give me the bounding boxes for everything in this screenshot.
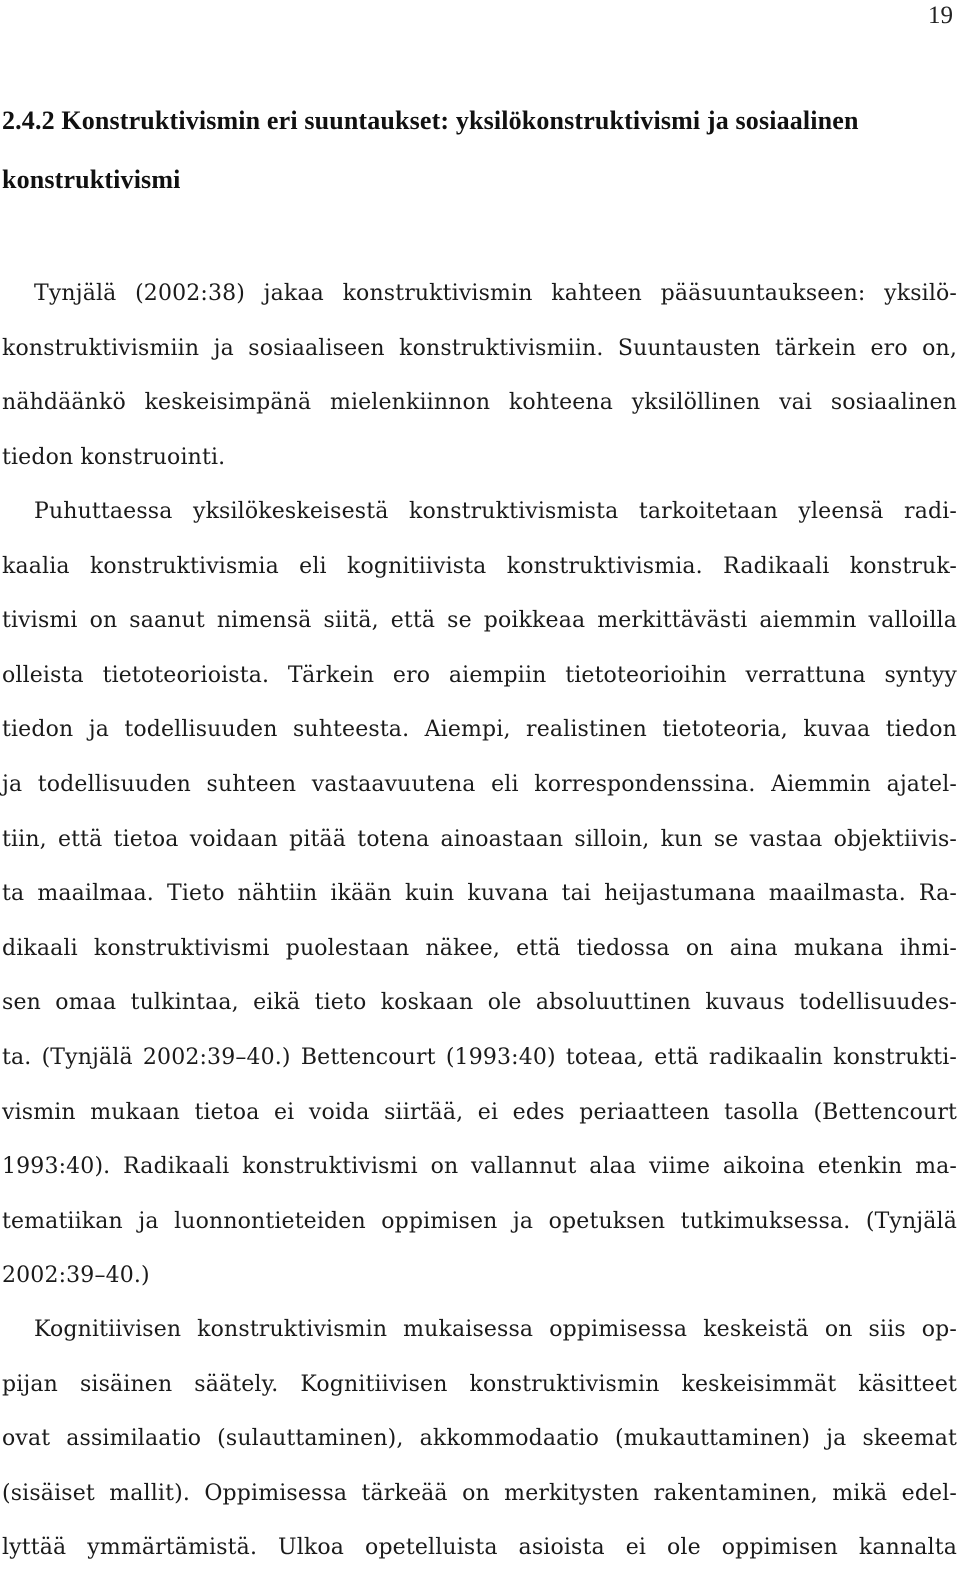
paragraph-line: tiedon ja todellisuuden suhteesta. Aiempi, realistinen tietoteoria, kuvaa tiedon [2,717,957,743]
paragraph-line: konstruktivismiin ja sosiaaliseen konstruktivismiin. Suuntausten tärkein ero on, [2,335,957,361]
paragraph-line: lyttää ymmärtämistä. Ulkoa opetelluista asioista ei ole oppimisen kannalta [2,1535,957,1561]
paragraph-line: kaalia konstruktivismia eli kognitiivista konstruktivismia. Radikaali konstruk- [2,553,957,579]
paragraph-line: tiin, että tietoa voidaan pitää totena ainoastaan silloin, kun se vastaa objektiivis- [2,826,957,852]
paragraph-line: ovat assimilaatio (sulauttaminen), akkommodaatio (mukauttaminen) ja skeemat [2,1426,957,1452]
page-number: 19 [928,2,953,29]
paragraph-line: Tynjälä (2002:38) jakaa konstruktivismin kahteen pääsuuntaukseen: yksilö- [34,281,957,306]
paragraph-line: sen omaa tulkintaa, eikä tieto koskaan ole absoluuttinen kuvaus todellisuudes- [2,990,957,1016]
paragraph-line: pijan sisäinen säätely. Kognitiivisen konstruktivismin keskeisimmät käsitteet [2,1371,957,1397]
paragraph-3 [2,1303,957,1576]
heading-line: konstruktivismi [2,165,181,194]
paragraph-line: 1993:40). Radikaali konstruktivismi on vallannut alaa viime aikoina etenkin ma- [2,1154,957,1180]
paragraph-line: Puhuttaessa yksilökeskeisestä konstruktivismista tarkoitetaan yleensä radi- [34,499,957,524]
paragraph-line: Kognitiivisen konstruktivismin mukaisessa oppimisessa keskeistä on siis op- [34,1317,957,1342]
paragraph-1 [2,267,957,485]
heading-line: 2.4.2 Konstruktivismin eri suuntaukset: yksilökonstruktivismi ja sosiaalinen [2,106,859,135]
paragraph-line: (sisäiset mallit). Oppimisessa tärkeää on merkitysten rakentaminen, mikä edel- [2,1480,957,1506]
paragraph-line: nähdäänkö keskeisimpänä mielenkiinnon kohteena yksilöllinen vai sosiaalinen [2,390,957,416]
paragraph-line: tematiikan ja luonnontieteiden oppimisen ja opetuksen tutkimuksessa. (Tynjälä [2,1208,957,1234]
section-heading [2,91,957,209]
paragraph-line: olleista tietoteorioista. Tärkein ero aiempiin tietoteorioihin verrattuna syntyy [2,662,957,688]
paragraph-line: dikaali konstruktivismi puolestaan näkee, että tiedossa on aina mukana ihmi- [2,935,957,961]
paragraph-2 [2,485,957,1304]
paragraph-line: tivismi on saanut nimensä siitä, että se poikkeaa merkittävästi aiemmin valloilla [2,608,957,634]
paragraph-line: ta maailmaa. Tieto nähtiin ikään kuin kuvana tai heijastumana maailmasta. Ra- [2,881,957,907]
paragraph-line: ta. (Tynjälä 2002:39–40.) Bettencourt (1993:40) toteaa, että radikaalin konstrukti- [2,1044,957,1070]
paragraph-line: ja todellisuuden suhteen vastaavuutena eli korrespondenssina. Aiemmin ajatel- [2,771,957,797]
paragraph-line: tiedon konstruointi. [2,444,226,470]
paragraph-line: 2002:39–40.) [2,1263,150,1289]
paragraph-line: vismin mukaan tietoa ei voida siirtää, ei edes periaatteen tasolla (Bettencourt [2,1099,957,1125]
